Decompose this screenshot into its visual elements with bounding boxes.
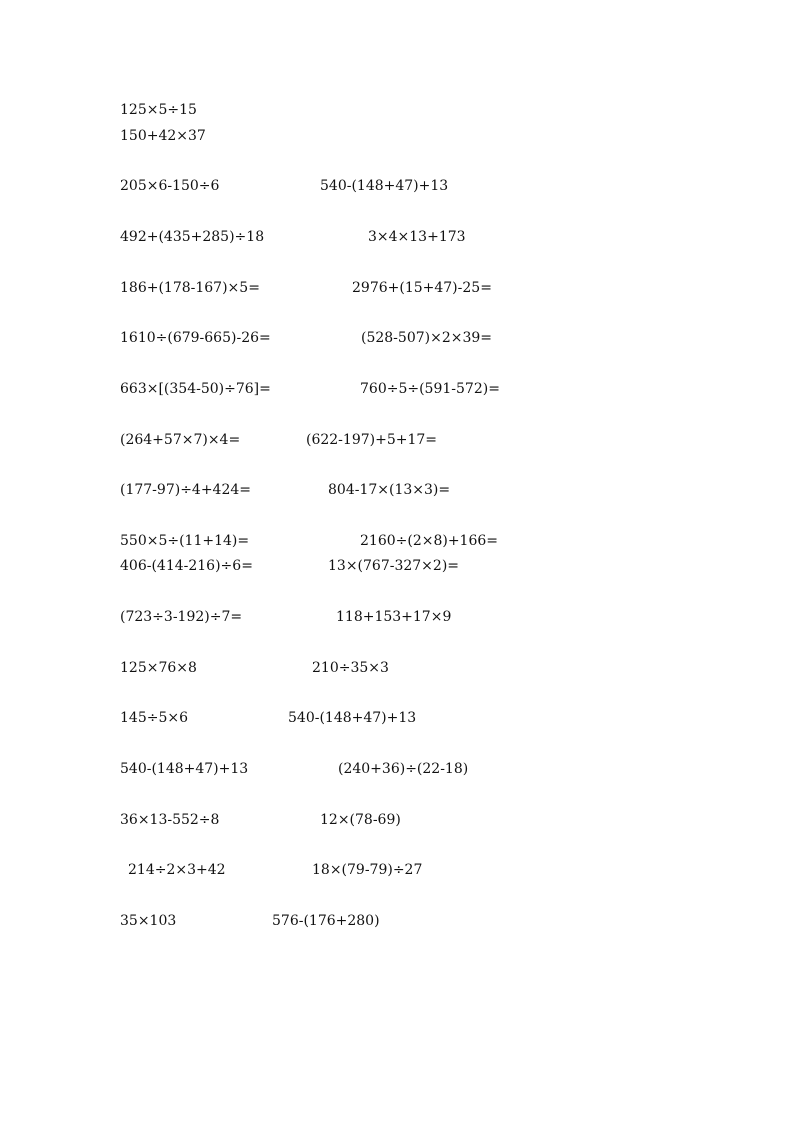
expression-r13-right: 540-(148+47)+13 <box>288 710 417 726</box>
expression-r14-left: 540-(148+47)+13 <box>120 761 249 777</box>
expression-r3-left: 492+(435+285)÷18 <box>120 229 265 245</box>
expression-r11-left: (723÷3-192)÷7= <box>120 609 243 625</box>
expression-r11-right: 118+153+17×9 <box>336 609 452 625</box>
expression-r15-left: 36×13-552÷8 <box>120 812 220 828</box>
expression-r6-right: 760÷5÷(591-572)= <box>360 381 500 397</box>
expression-r4-left: 186+(178-167)×5= <box>120 280 260 296</box>
expression-r16-left: 214÷2×3+42 <box>128 862 226 878</box>
expression-r12-right: 210÷35×3 <box>312 660 389 676</box>
expression-r10-left: 406-(414-216)÷6= <box>120 558 253 574</box>
expression-r0-left: 125×5÷15 <box>120 102 197 118</box>
expression-r9-right: 2160÷(2×8)+166= <box>360 533 499 549</box>
expression-r1-left: 150+42×37 <box>120 128 206 144</box>
expression-r6-left: 663×[(354-50)÷76]= <box>120 381 271 397</box>
expression-r12-left: 125×76×8 <box>120 660 197 676</box>
expression-r7-right: (622-197)+5+17= <box>306 432 438 448</box>
expression-r17-left: 35×103 <box>120 913 177 929</box>
expression-r4-right: 2976+(15+47)-25= <box>352 280 492 296</box>
expression-r2-left: 205×6-150÷6 <box>120 178 220 194</box>
expression-r16-right: 18×(79-79)÷27 <box>312 862 423 878</box>
expression-r17-right: 576-(176+280) <box>272 913 380 929</box>
expression-r10-right: 13×(767-327×2)= <box>328 558 460 574</box>
expression-r5-right: (528-507)×2×39= <box>361 330 493 346</box>
expression-r3-right: 3×4×13+173 <box>368 229 466 245</box>
expression-r8-right: 804-17×(13×3)= <box>328 482 451 498</box>
expression-r9-left: 550×5÷(11+14)= <box>120 533 250 549</box>
expression-r8-left: (177-97)÷4+424= <box>120 482 252 498</box>
expression-r2-right: 540-(148+47)+13 <box>320 178 449 194</box>
expression-r5-left: 1610÷(679-665)-26= <box>120 330 271 346</box>
expression-r14-right: (240+36)÷(22-18) <box>338 761 469 777</box>
expression-r7-left: (264+57×7)×4= <box>120 432 241 448</box>
expression-r13-left: 145÷5×6 <box>120 710 188 726</box>
expression-r15-right: 12×(78-69) <box>320 812 401 828</box>
